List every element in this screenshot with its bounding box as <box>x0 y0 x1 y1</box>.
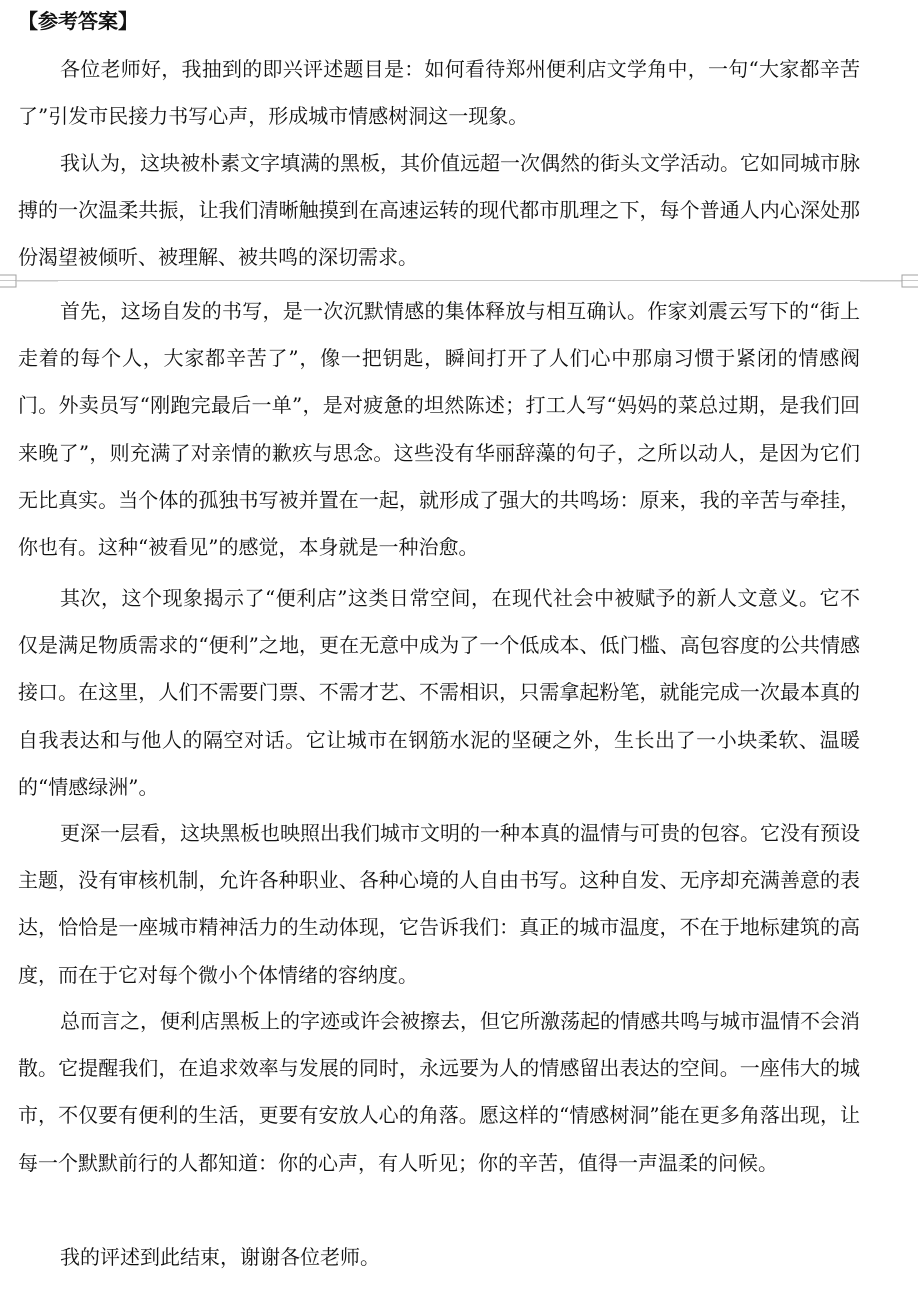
paragraph-thesis: 我认为，这块被朴素文字填满的黑板，其价值远超一次偶然的街头文学活动。它如同城市脉搏的一次温柔共振，让我们清晰触摸到在高速运转的现代都市肌理之下，每个普通人内心深处那份渴望被倾听、被理解、被共鸣的深切需求。 <box>18 151 860 270</box>
paragraph-first-point: 首先，这场自发的书写，是一次沉默情感的集体释放与相互确认。作家刘震云写下的“街上走着的每个人，大家都辛苦了”，像一把钥匙，瞬间打开了人们心中那扇习惯于紧闭的情感阀门。外卖员写“刚跑完最后一单”，是对疲惫的坦然陈述；打工人写“妈妈的菜总过期，是我们回来晚了”，则充满了对亲情的歉疚与思念。这些没有华丽辞藻的句子，之所以动人，是因为它们无比真实。当个体的孤独书写被并置在一起，就形成了强大的共鸣场：原来，我的辛苦与牵挂，你也有。这种“被看见”的感觉，本身就是一种治愈。 <box>18 299 860 560</box>
page-break-line <box>0 280 918 282</box>
answer-heading: 【参考答案】 <box>18 9 138 33</box>
paragraph-conclusion: 总而言之，便利店黑板上的字迹或许会被擦去，但它所激荡起的情感共鸣与城市温情不会消散。它提醒我们，在追求效率与发展的同时，永远要为人的情感留出表达的空间。一座伟大的城市，不仅要有便利的生活，更要有安放人心的角落。愿这样的“情感树洞”能在更多角落出现，让每一个默默前行的人都知道：你的心声，有人听见；你的辛苦，值得一声温柔的问候。 <box>18 1009 860 1175</box>
page-break-left-marker <box>0 273 58 289</box>
paragraph-third-point: 更深一层看，这块黑板也映照出我们城市文明的一种本真的温情与可贵的包容。它没有预设主题，没有审核机制，允许各种职业、各种心境的人自由书写。这种自发、无序却充满善意的表达，恰恰是一座城市精神活力的生动体现，它告诉我们：真正的城市温度，不在于地标建筑的高度，而在于它对每个微小个体情绪的容纳度。 <box>18 821 860 987</box>
paragraph-closing: 我的评述到此结束，谢谢各位老师。 <box>60 1245 380 1269</box>
paragraph-second-point: 其次，这个现象揭示了“便利店”这类日常空间，在现代社会中被赋予的新人文意义。它不仅是满足物质需求的“便利”之地，更在无意中成为了一个低成本、低门槛、高包容度的公共情感接口。在这里，人们不需要门票、不需才艺、不需相识，只需拿起粉笔，就能完成一次最本真的自我表达和与他人的隔空对话。它让城市在钢筋水泥的坚硬之外，生长出了一小块柔软、温暖的“情感绿洲”。 <box>18 586 860 799</box>
paragraph-intro: 各位老师好，我抽到的即兴评述题目是：如何看待郑州便利店文学角中，一句“大家都辛苦了”引发市民接力书写心声，形成城市情感树洞这一现象。 <box>18 57 860 129</box>
page-break-right-marker <box>860 273 918 289</box>
